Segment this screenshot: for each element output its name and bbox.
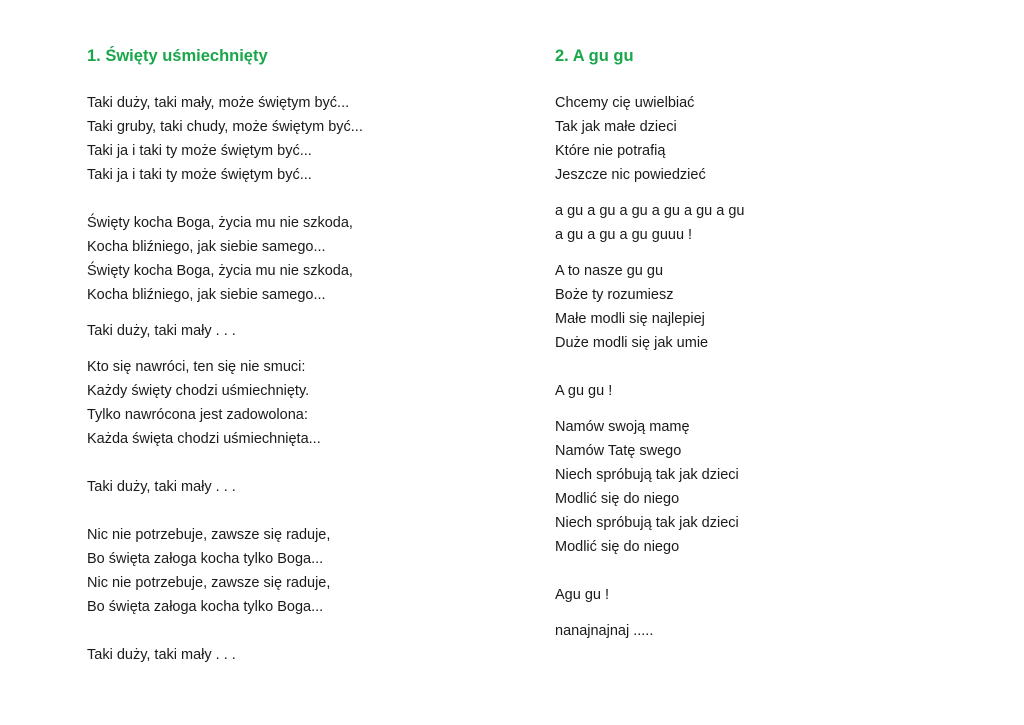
song-2-line: Boże ty rozumiesz [555, 287, 674, 303]
song-2-line: Niech spróbują tak jak dzieci [555, 467, 739, 483]
song-1-line: Kto się nawróci, ten się nie smuci: [87, 359, 306, 375]
song-2-line: nanajnajnaj ..... [555, 623, 654, 639]
song-1-title: 1. Święty uśmiechnięty [87, 47, 268, 65]
song-2-line: Modlić się do niego [555, 491, 680, 507]
song-2-line: Małe modli się najlepiej [555, 311, 705, 327]
song-1-line: Każdy święty chodzi uśmiechnięty. [87, 383, 310, 399]
song-2-title: 2. A gu gu [555, 47, 634, 65]
song-2-line: A gu gu ! [555, 383, 613, 399]
song-1-line: Nic nie potrzebuje, zawsze się raduje, [87, 527, 331, 543]
song-1-line: Bo święta załoga kocha tylko Boga... [87, 599, 324, 615]
song-2-line: Namów swoją mamę [555, 419, 690, 435]
song-1-line: Taki duży, taki mały . . . [87, 647, 236, 663]
song-1-line: Kocha bliźniego, jak siebie samego... [87, 239, 326, 255]
song-2-line: A to nasze gu gu [555, 263, 664, 279]
song-1-line: Taki duży, taki mały . . . [87, 479, 236, 495]
song-2-line: Duże modli się jak umie [555, 335, 709, 351]
song-1-line: Nic nie potrzebuje, zawsze się raduje, [87, 575, 331, 591]
song-1-line: Taki gruby, taki chudy, może świętym być... [87, 119, 363, 135]
song-1-line: Taki ja i taki ty może świętym być... [87, 167, 312, 183]
song-2-line: Tak jak małe dzieci [555, 119, 677, 135]
song-2-line: Jeszcze nic powiedzieć [555, 167, 706, 183]
song-1-line: Tylko nawrócona jest zadowolona: [87, 407, 308, 423]
song-1-line: Bo święta załoga kocha tylko Boga... [87, 551, 324, 567]
song-1-line: Każda święta chodzi uśmiechnięta... [87, 431, 321, 447]
song-1-line: Święty kocha Boga, życia mu nie szkoda, [87, 263, 353, 279]
song-1-line: Taki ja i taki ty może świętym być... [87, 143, 312, 159]
song-2-line: Modlić się do niego [555, 539, 680, 555]
song-1-line: Taki duży, taki mały, może świętym być... [87, 95, 350, 111]
song-2-line: Niech spróbują tak jak dzieci [555, 515, 739, 531]
song-2-line: a gu a gu a gu a gu a gu a gu [555, 203, 745, 219]
song-1-line: Święty kocha Boga, życia mu nie szkoda, [87, 215, 353, 231]
song-2-line: a gu a gu a gu guuu ! [555, 227, 693, 243]
song-2-line: Namów Tatę swego [555, 443, 682, 459]
song-2-line: Które nie potrafią [555, 143, 666, 159]
song-1-line: Kocha bliźniego, jak siebie samego... [87, 287, 326, 303]
song-2-line: Chcemy cię uwielbiać [555, 95, 695, 111]
song-2-line: Agu gu ! [555, 587, 610, 603]
song-1-line: Taki duży, taki mały . . . [87, 323, 236, 339]
